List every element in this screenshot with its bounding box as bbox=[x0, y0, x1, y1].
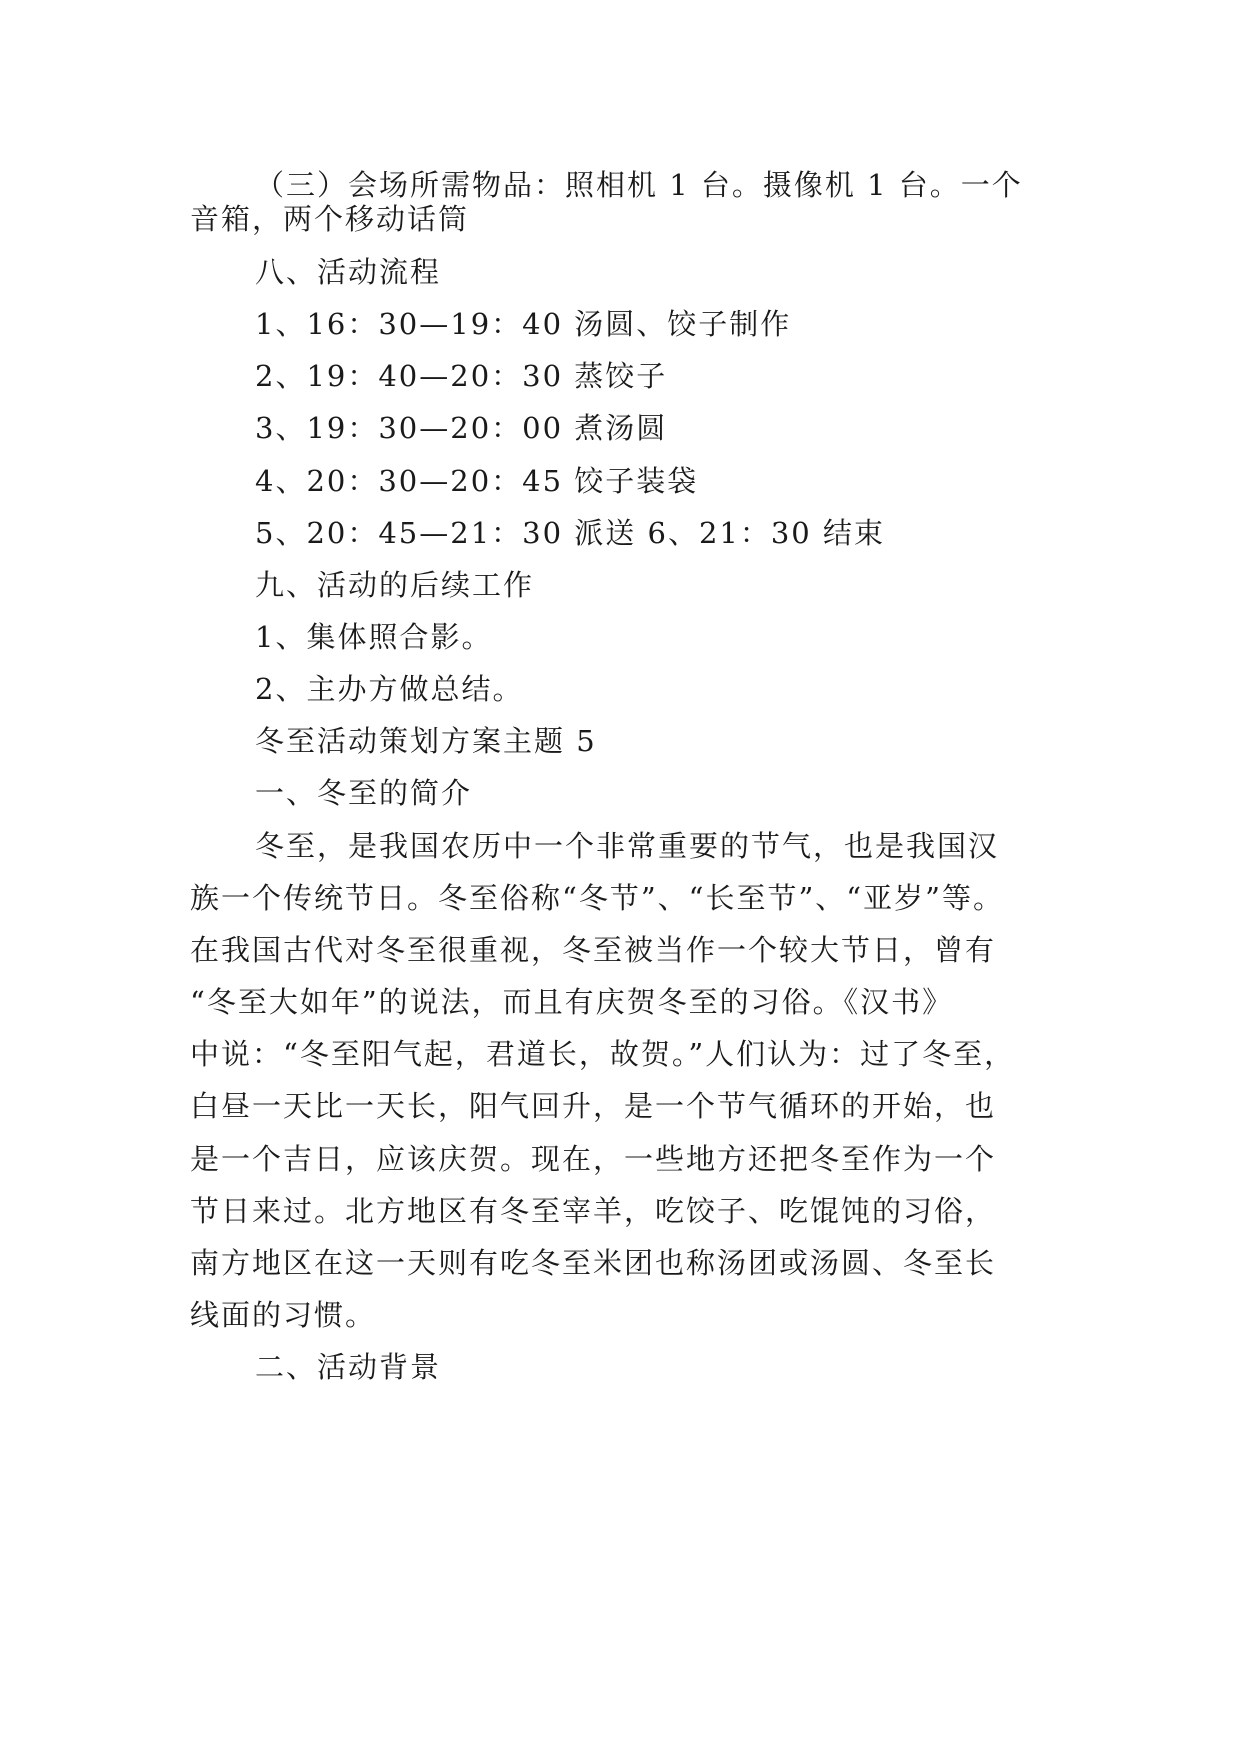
intro-paragraph-line: 在我国古代对冬至很重视，冬至被当作一个较大节日，曾有 bbox=[190, 933, 997, 967]
intro-paragraph-line: 线面的习惯。 bbox=[190, 1298, 377, 1332]
intro-paragraph-line: 是一个吉日，应该庆贺。现在，一些地方还把冬至作为一个 bbox=[190, 1142, 997, 1176]
heading-activity-background: 二、活动背景 bbox=[255, 1350, 442, 1384]
intro-paragraph-line: “冬至大如年”的说法，而且有庆贺冬至的习俗。《汉书》 bbox=[190, 985, 954, 1019]
schedule-item-2: 2、19：40—20：30 蒸饺子 bbox=[255, 359, 668, 393]
intro-paragraph-line: 冬至，是我国农历中一个非常重要的节气，也是我国汉 bbox=[255, 829, 1000, 863]
heading-winter-solstice-intro: 一、冬至的简介 bbox=[255, 776, 473, 810]
follow-up-item-2: 2、主办方做总结。 bbox=[255, 672, 524, 706]
intro-paragraph-line: 南方地区在这一天则有吃冬至米团也称汤团或汤圆、冬至长 bbox=[190, 1246, 997, 1280]
paragraph-venue-items: （三）会场所需物品：照相机 1 台。摄像机 1 台。一个 bbox=[255, 168, 1023, 202]
schedule-item-1: 1、16：30—19：40 汤圆、饺子制作 bbox=[255, 307, 792, 341]
schedule-item-4: 4、20：30—20：45 饺子装袋 bbox=[255, 464, 699, 498]
intro-paragraph-line: 白昼一天比一天长，阳气回升，是一个节气循环的开始，也 bbox=[190, 1089, 997, 1123]
intro-paragraph-line: 节日来过。北方地区有冬至宰羊，吃饺子、吃馄饨的习俗， bbox=[190, 1194, 997, 1228]
section-title: 冬至活动策划方案主题 5 bbox=[255, 724, 597, 758]
paragraph-venue-items-cont: 音箱，两个移动话筒 bbox=[190, 202, 470, 236]
intro-paragraph-line: 中说：“冬至阳气起，君道长，故贺。”人们认为：过了冬至， bbox=[190, 1037, 1016, 1071]
heading-follow-up-work: 九、活动的后续工作 bbox=[255, 568, 535, 602]
schedule-item-3: 3、19：30—20：00 煮汤圆 bbox=[255, 411, 668, 445]
heading-activity-process: 八、活动流程 bbox=[255, 255, 442, 289]
schedule-item-5: 5、20：45—21：30 派送 6、21：30 结束 bbox=[255, 516, 885, 550]
intro-paragraph-line: 族一个传统节日。冬至俗称“冬节”、“长至节”、“亚岁”等。 bbox=[190, 881, 1004, 915]
follow-up-item-1: 1、集体照合影。 bbox=[255, 620, 493, 654]
